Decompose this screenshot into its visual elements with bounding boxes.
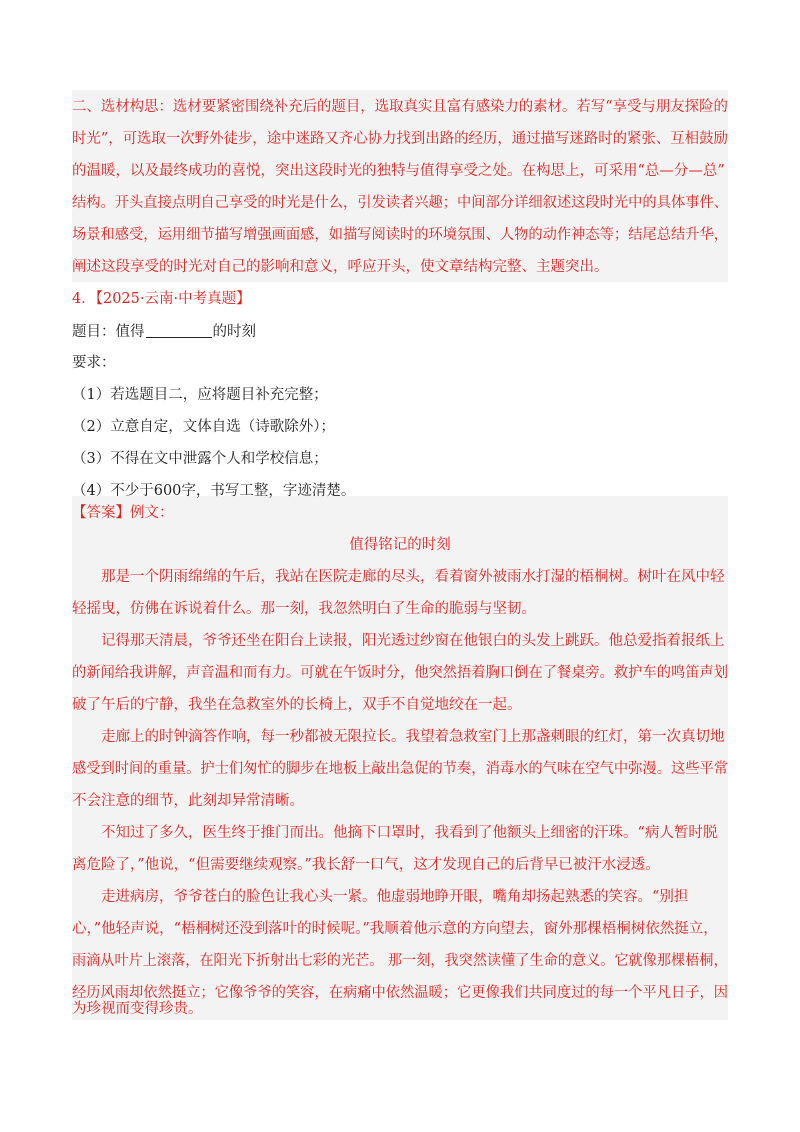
section2-line: 二、选材构思：选材要紧密围绕补充后的题目，选取真实且富有感染力的素材。若写“享受与朋友探险的 (72, 99, 728, 115)
section2-line: 结构。开头直接点明自己享受的时光是什么，引发读者兴趣；中间部分详细叙述这段时光中的具体事件、 (72, 195, 728, 211)
essay-line: 走廊上的时钟滴答作响，每一秒都被无限拉长。我望着急救室门上那盏刺眼的红灯，第一次真切地 (101, 729, 725, 745)
essay-line: 雨滴从叶片上滚落，在阳光下折射出七彩的光芒。 那一刻，我突然读懂了生命的意义。它就像那棵梧桐， (72, 953, 728, 969)
essay-line: 心，”他轻声说，“梧桐树还没到落叶的时候呢。”我顺着他示意的方向望去，窗外那棵梧桐树依然挺立， (72, 921, 718, 937)
requirement-item: （4）不少于600字，书写工整，字迹清楚。 (72, 483, 356, 499)
essay-line: 的新闻给我讲解，声音温和而有力。可就在午饭时分，他突然捂着胸口倒在了餐桌旁。救护车的鸣笛声划 (72, 665, 728, 681)
answer-background-1 (72, 90, 728, 282)
answer-label: 【答案】例文： (72, 505, 174, 521)
question-prompt (72, 323, 256, 341)
question-header: 4．【2025·云南·中考真题】 (72, 291, 251, 307)
essay-line: 破了午后的宁静，我坐在急救室外的长椅上，双手不自觉地绞在一起。 (72, 697, 522, 713)
section2-line: 阐述这段享受的时光对自己的影响和意义，呼应开头，使文章结构完整、主题突出。 (72, 259, 609, 275)
section2-line: 时光”，可选取一次野外徒步，途中迷路又齐心协力找到出路的经历，通过描写迷路时的紧张、互相鼓励 (72, 131, 728, 147)
section2-line: 的温暖，以及最终成功的喜悦，突出这段时光的独特与值得享受之处。在构思上，可采用“总—分—总” (72, 163, 725, 179)
essay-line: 离危险了，”他说，“但需要继续观察。”我长舒一口气，这才发现自己的后背早已被汗水浸透。 (72, 857, 660, 873)
prompt-after: 的时刻 (212, 324, 256, 340)
section2-line: 场景和感受，运用细节描写增强画面感，如描写阅读时的环境氛围、人物的动作神态等；结尾总结升华， (72, 227, 728, 243)
requirement-item: （2）立意自定，文体自选（诗歌除外）； (72, 419, 335, 435)
essay-line: 感受到时间的重量。护士们匆忙的脚步在地板上敲出急促的节奏，消毒水的气味在空气中弥漫。这些平常 (72, 761, 728, 777)
essay-line: 不会注意的细节，此刻却异常清晰。 (72, 793, 304, 809)
requirements-label: 要求： (72, 355, 116, 371)
essay-line: 为珍视而变得珍贵。 (72, 1001, 203, 1017)
essay-line: 走进病房，爷爷苍白的脸色让我心头一紧。他虚弱地睁开眼，嘴角却扬起熟悉的笑容。“别担 (101, 889, 689, 905)
essay-line: 轻摇曳，仿佛在诉说着什么。那一刻，我忽然明白了生命的脆弱与坚韧。 (72, 601, 536, 617)
requirement-item: （1）若选题目二，应将题目补充完整； (72, 387, 328, 403)
essay-line: 不知过了多久，医生终于推门而出。他摘下口罩时，我看到了他额头上细密的汗珠。“病人暂时脱 (101, 825, 718, 841)
essay-title: 值得铭记的时刻 (349, 537, 451, 553)
essay-line: 经历风雨却依然挺立；它像爷爷的笑容，在病痛中依然温暖；它更像我们共同度过的每一个平凡日子，因 (72, 985, 728, 1001)
essay-line: 那是一个阴雨绵绵的午后，我站在医院走廊的尽头，看着窗外被雨水打湿的梧桐树。树叶在风中轻 (101, 569, 725, 585)
prompt-before: 题目：值得 (72, 324, 145, 340)
requirement-item: （3）不得在文中泄露个人和学校信息； (72, 451, 328, 467)
essay-line: 记得那天清晨，爷爷还坐在阳台上读报，阳光透过纱窗在他银白的头发上跳跃。他总爱指着报纸上 (101, 633, 725, 649)
fill-blank (146, 323, 212, 338)
